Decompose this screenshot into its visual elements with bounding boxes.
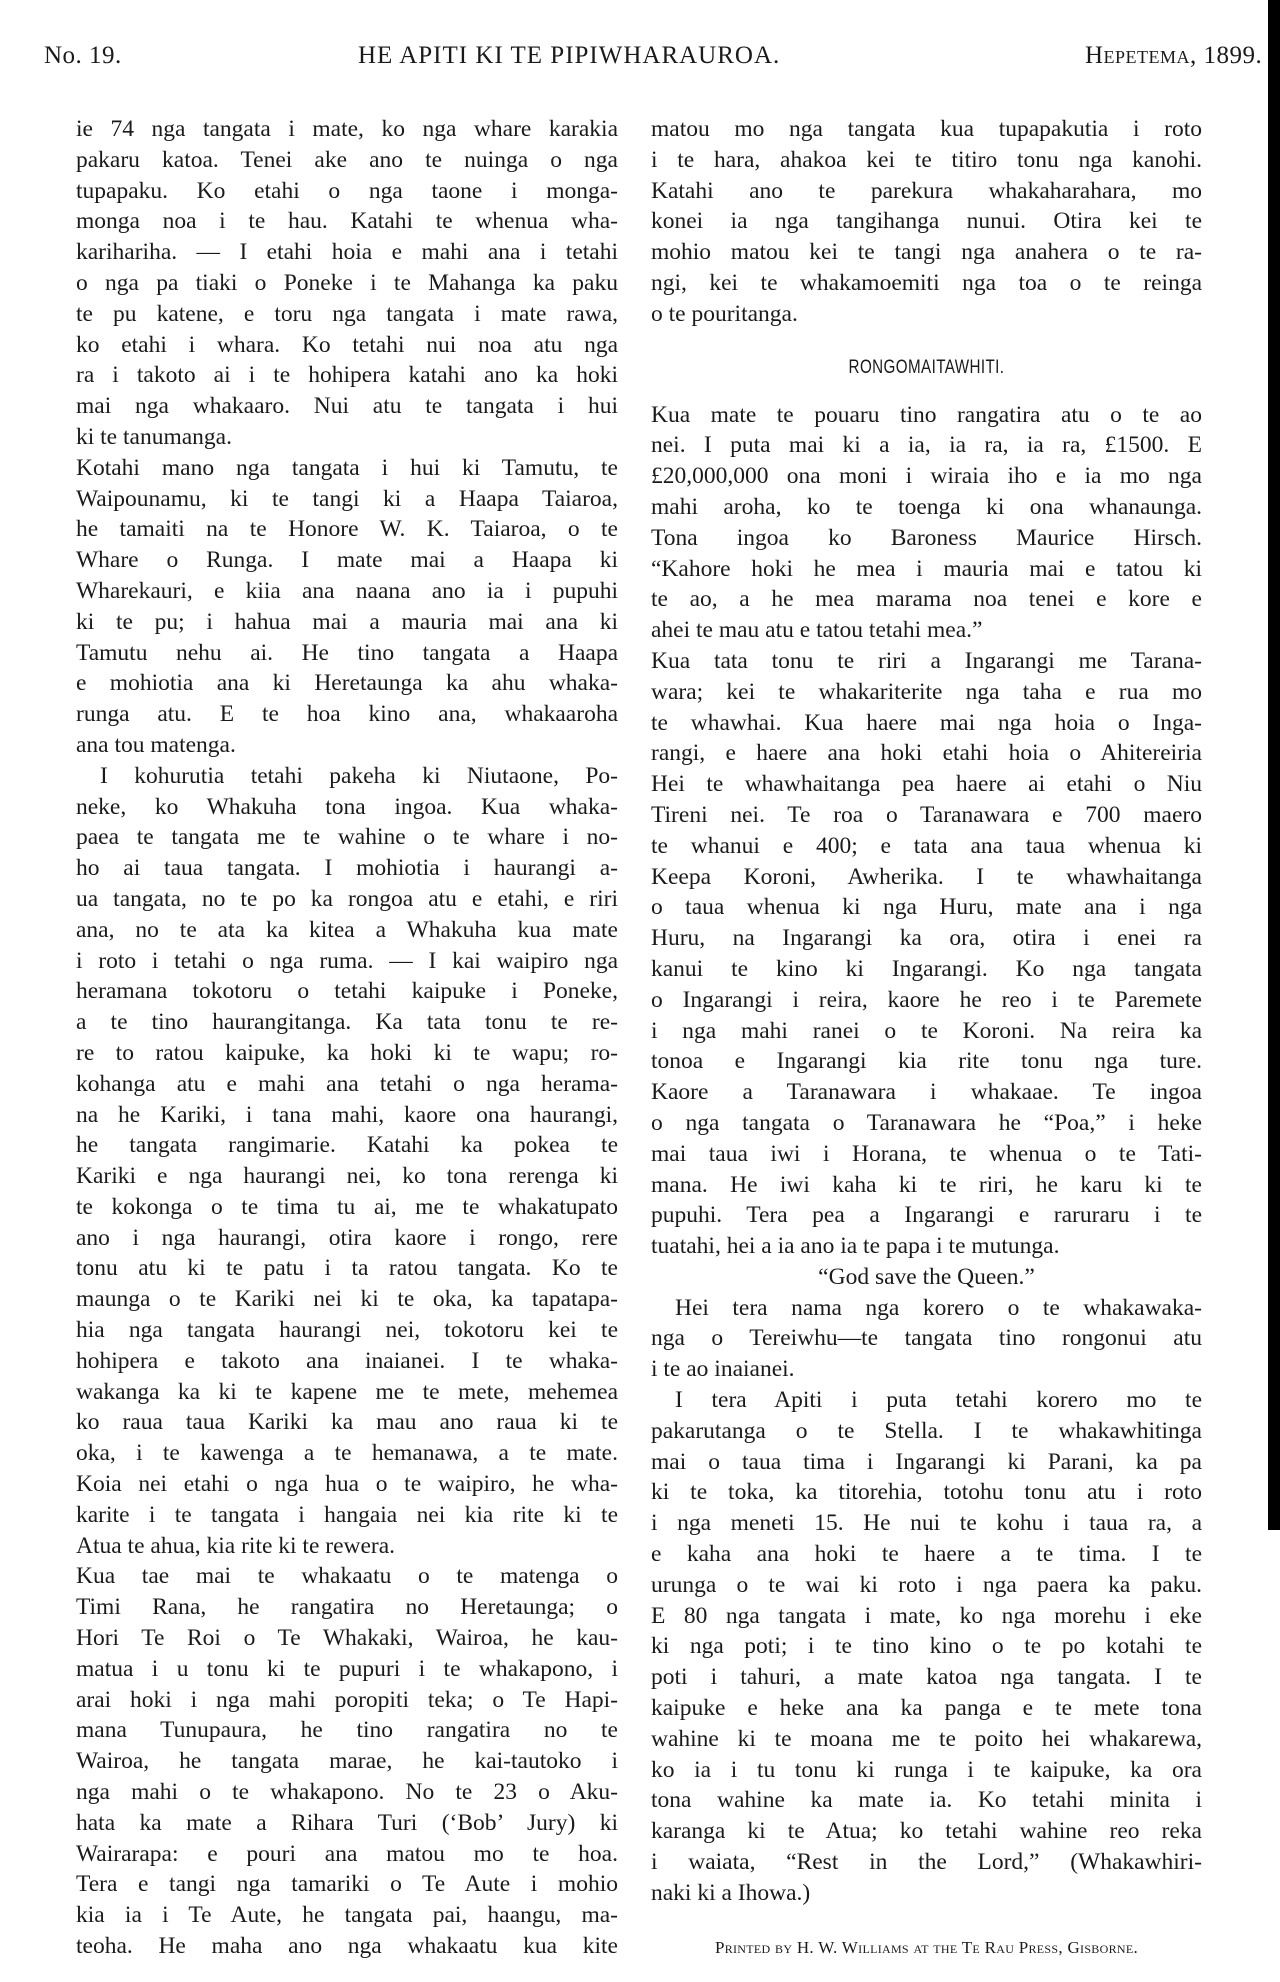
text-line: I kohurutia tetahi pakeha ki Niutaone, Po- bbox=[100, 762, 618, 789]
text-line: te whawhai. Kua haere mai nga hoia o Inga- bbox=[651, 709, 1202, 736]
paragraph bbox=[651, 1385, 1202, 1909]
text-line: teoha. He maha ano nga whakaatu kua kite bbox=[76, 1933, 618, 1960]
text-line: mai taua iwi i Horana, te whenua o te Tati- bbox=[651, 1140, 1202, 1167]
text-line: tonoa e Ingarangi kia rite tonu nga ture. bbox=[651, 1048, 1202, 1075]
text-line: ngi, kei te whakamoemiti nga toa o te reinga bbox=[651, 269, 1202, 296]
text-line: ki te pu; i hahua mai a mauria mai ana ki bbox=[76, 608, 618, 635]
text-line: he tangata rangimarie. Katahi ka pokea te bbox=[76, 1132, 618, 1159]
text-line: te ao, a he mea marama noa tenei e kore e bbox=[651, 586, 1202, 613]
text-line: kia ia i Te Aute, he tangata pai, haangu, ma- bbox=[76, 1902, 618, 1929]
text-line: Tireni nei. Te roa o Taranawara e 700 maero bbox=[651, 801, 1202, 828]
text-line: nga o Tereiwhu—te tangata tino rongonui atu bbox=[651, 1325, 1202, 1352]
text-line: ie 74 nga tangata i mate, ko nga whare karakia bbox=[76, 116, 618, 142]
text-line: maunga o te Kariki nei ki te oka, ka tapatapa- bbox=[76, 1286, 618, 1313]
text-line: te pu katene, e toru nga tangata i mate rawa, bbox=[76, 300, 618, 327]
text-line: Timi Rana, he rangatira no Heretaunga; o bbox=[76, 1594, 618, 1621]
paragraph bbox=[76, 761, 618, 1562]
text-line: ko etahi i whara. Ko tetahi nui noa atu nga bbox=[76, 331, 618, 358]
text-line: ki te toka, ka titorehia, totohu tonu atu i roto bbox=[651, 1479, 1202, 1506]
text-line: naki ki a Ihowa.) bbox=[651, 1879, 811, 1906]
text-line: i nga meneti 15. He nui te kohu i taua ra, a bbox=[651, 1510, 1202, 1537]
text-line: i waiata, “Rest in the Lord,” (Whakawhiri- bbox=[651, 1849, 1202, 1876]
text-line: Keepa Koroni, Awherika. I te whawhaitanga bbox=[651, 863, 1202, 890]
text-line: matou mo nga tangata kua tupapakutia i roto bbox=[651, 116, 1202, 142]
text-line: tonu atu ki te patu i ta ratou tangata. Ko te bbox=[76, 1255, 618, 1282]
text-line: pakarutanga o te Stella. I te whakawhitinga bbox=[651, 1417, 1202, 1444]
paragraph bbox=[76, 453, 618, 761]
text-line: he tamaiti na te Honore W. K. Taiaroa, o te bbox=[76, 516, 618, 543]
text-line: monga noa i te hau. Katahi te whenua wha- bbox=[76, 208, 618, 235]
text-line: Katahi ano te parekura whakaharahara, mo bbox=[651, 177, 1202, 204]
text-line: arai hoki i nga mahi poropiti teka; o Te Hapi- bbox=[76, 1686, 618, 1713]
scan-edge-bar bbox=[1268, 0, 1280, 1530]
text-line: e kaha ana hoki te haere a te tima. I te bbox=[651, 1541, 1202, 1568]
text-line: kaipuke e heke ana ka panga e te mete tona bbox=[651, 1695, 1202, 1722]
text-line: i te hara, ahakoa kei te titiro tonu nga kanohi. bbox=[651, 146, 1202, 173]
text-line: na he Kariki, i tana mahi, kaore ona haurangi, bbox=[76, 1101, 618, 1128]
paragraph bbox=[76, 1561, 618, 1961]
text-line: matua i u tonu ki te pupuri i te whakapono, i bbox=[76, 1655, 618, 1682]
text-line: Waipounamu, ki te tangi ki a Haapa Taiaroa, bbox=[76, 485, 618, 512]
text-line: nga mahi o te whakapono. No te 23 o Aku- bbox=[76, 1779, 618, 1806]
text-line: pakaru katoa. Tenei ake ano te nuinga o nga bbox=[76, 146, 618, 173]
text-line: Tera e tangi nga tamariki o Te Aute i mohio bbox=[76, 1871, 618, 1898]
text-line: ana, no te ata ka kitea a Whakuha kua mate bbox=[76, 916, 618, 943]
text-line: heramana tokotoru o tetahi kaipuke i Poneke, bbox=[76, 978, 618, 1005]
text-line: ko raua taua Kariki ka mau ano raua ki te bbox=[76, 1409, 618, 1436]
text-line: Wairoa, he tangata marae, he kai-tautoko i bbox=[76, 1748, 618, 1775]
text-line: Kotahi mano nga tangata i hui ki Tamutu, te bbox=[76, 454, 618, 481]
paragraph bbox=[651, 400, 1202, 646]
paragraph bbox=[651, 646, 1202, 1262]
text-line: karanga ki te Atua; ko tetahi wahine reo reka bbox=[651, 1818, 1202, 1845]
text-line: a te tino haurangitanga. Ka tata tonu te re- bbox=[76, 1009, 618, 1036]
left-column bbox=[76, 114, 618, 1962]
printer-imprint: Printed by H. W. Williams at the Te Rau Press, Gisborne. bbox=[714, 1938, 1139, 1957]
text-line: karihariha. — I etahi hoia e mahi ana i tetahi bbox=[76, 239, 618, 266]
text-line: runga atu. E te hoa kino ana, whakaaroha bbox=[76, 701, 618, 728]
text-line: ki te tanumanga. bbox=[76, 423, 232, 450]
text-line: tona wahine ka mate ia. Ko tetahi minita i bbox=[651, 1787, 1202, 1814]
text-line: mai o taua tima i Ingarangi ki Parani, ka pa bbox=[651, 1448, 1202, 1475]
text-line: Hei tera nama nga korero o te whakawaka- bbox=[675, 1294, 1202, 1321]
text-line: i roto i tetahi o nga ruma. — I kai waipiro nga bbox=[76, 947, 618, 974]
text-line: I tera Apiti i puta tetahi korero mo te bbox=[675, 1387, 1202, 1414]
text-line: o nga pa tiaki o Poneke i te Mahanga ka paku bbox=[76, 269, 618, 296]
text-line: ko ia i tu tonu ki runga i te kaipuke, ka ora bbox=[651, 1756, 1202, 1783]
text-line: hia nga tangata haurangi nei, tokotoru kei te bbox=[76, 1317, 618, 1344]
text-line: urunga o te wai ki roto i nga paera ka paku. bbox=[651, 1571, 1202, 1598]
text-line: Wharekauri, e kiia ana naana ano ia i pupuhi bbox=[76, 577, 618, 604]
text-line: o Ingarangi i reira, kaore he reo i te Paremete bbox=[651, 986, 1202, 1013]
text-line: ua tangata, no te po ka rongoa atu e etahi, e riri bbox=[76, 885, 618, 912]
issue-number: No. 19. bbox=[44, 42, 122, 69]
paragraph bbox=[76, 114, 618, 453]
text-line: mahi aroha, ko te toenga ki ona whanaunga. bbox=[651, 493, 1202, 520]
text-line: re to ratou kaipuke, ka hoki ki te wapu; ro- bbox=[76, 1039, 618, 1066]
text-line: o te pouritanga. bbox=[651, 300, 798, 327]
issue-date: Hepetema, 1899. bbox=[1085, 42, 1263, 69]
text-line: ra i takoto ai i te hohipera katahi ano ka hoki bbox=[76, 362, 618, 389]
text-line: ano i nga haurangi, otira kaore i rongo, rere bbox=[76, 1224, 618, 1251]
text-line: Kaore a Taranawara i whakaae. Te ingoa bbox=[651, 1079, 1202, 1106]
text-line: o nga tangata o Taranawara he “Poa,” i heke bbox=[651, 1109, 1202, 1136]
paragraph bbox=[651, 1293, 1202, 1385]
text-line: kanui te kino ki Ingarangi. Ko nga tangata bbox=[651, 955, 1202, 982]
text-line: i te ao inaianei. bbox=[651, 1356, 795, 1383]
text-line: rangi, e haere ana hoki etahi hoia o Ahitereiria bbox=[651, 740, 1202, 767]
text-line: mai nga whakaaro. Nui atu te tangata i hui bbox=[76, 393, 618, 420]
text-line: Hei te whawhaitanga pea haere ai etahi o Niu bbox=[651, 771, 1202, 798]
text-line: o taua whenua ki nga Huru, mate ana i nga bbox=[651, 894, 1202, 921]
text-line: E 80 nga tangata i mate, ko nga morehu i eke bbox=[651, 1602, 1202, 1629]
text-line: hata ka mate a Rihara Turi (‘Bob’ Jury) ki bbox=[76, 1809, 618, 1836]
text-line: ana tou matenga. bbox=[76, 731, 236, 758]
text-line: pupuhi. Tera pea a Ingarangi e raruraru i te bbox=[651, 1202, 1202, 1229]
text-line: wara; kei te whakariterite nga taha e rua mo bbox=[651, 678, 1202, 705]
right-column bbox=[651, 114, 1202, 1909]
text-line: wakanga ka ki te kapene me te mete, mehemea bbox=[76, 1378, 618, 1405]
text-line: tuatahi, hei a ia ano ia te papa i te mutunga. bbox=[651, 1233, 1060, 1260]
text-line: £20,000,000 ona moni i wiraia iho e ia mo nga bbox=[651, 463, 1202, 490]
text-line: Koia nei etahi o nga hua o te waipiro, he wha- bbox=[76, 1471, 618, 1498]
text-line: Kua tata tonu te riri a Ingarangi me Tarana- bbox=[651, 647, 1202, 674]
text-line: i nga mahi ranei o te Koroni. Na reira ka bbox=[651, 1017, 1202, 1044]
centered-line: “God save the Queen.” bbox=[818, 1263, 1035, 1290]
text-line: Kua tae mai te whakaatu o te matenga o bbox=[76, 1563, 618, 1590]
text-line: Wairarapa: e pouri ana matou mo te hoa. bbox=[76, 1840, 618, 1867]
text-line: wahine ki te moana me te poito hei whakarewa, bbox=[651, 1725, 1202, 1752]
text-line: ki nga poti; i te tino kino o te po kotahi te bbox=[651, 1633, 1202, 1660]
text-line: karite i te tangata i hangaia nei kia rite ki te bbox=[76, 1501, 618, 1528]
text-line: neke, ko Whakuha tona ingoa. Kua whaka- bbox=[76, 793, 618, 820]
text-line: Tona ingoa ko Baroness Maurice Hirsch. bbox=[651, 524, 1202, 551]
text-line: te kokonga o te tima tu ai, me te whakatupato bbox=[76, 1193, 618, 1220]
text-line: hohipera e takoto ana inaianei. I te whaka- bbox=[76, 1347, 618, 1374]
section-heading: RONGOMAITAWHITI. bbox=[848, 356, 1005, 378]
text-line: Hori Te Roi o Te Whakaki, Wairoa, he kau- bbox=[76, 1625, 618, 1652]
text-line: mohio matou kei te tangi nga anahera o te ra- bbox=[651, 239, 1202, 266]
text-line: mana. He iwi kaha ki te riri, he karu ki te bbox=[651, 1171, 1202, 1198]
page-title: HE APITI KI TE PIPIWHARAUROA. bbox=[358, 42, 781, 69]
text-line: tupapaku. Ko etahi o nga taone i monga- bbox=[76, 177, 618, 204]
text-line: Tamutu nehu ai. He tino tangata a Haapa bbox=[76, 639, 618, 666]
text-line: “Kahore hoki he mea i mauria mai e tatou ki bbox=[651, 555, 1202, 582]
text-line: te whanui e 400; e tata ana taua whenua ki bbox=[651, 832, 1202, 859]
text-line: Huru, na Ingarangi ka ora, otira i enei ra bbox=[651, 925, 1202, 952]
text-line: oka, i te kawenga a te hemanawa, a te mate. bbox=[76, 1440, 618, 1467]
text-line: paea te tangata me te wahine o te whare i no- bbox=[76, 824, 618, 851]
text-line: Atua te ahua, kia rite ki te rewera. bbox=[76, 1532, 396, 1559]
text-line: e mohiotia ana ki Heretaunga ka ahu whaka- bbox=[76, 670, 618, 697]
text-line: Kariki e nga haurangi nei, ko tona rerenga ki bbox=[76, 1163, 618, 1190]
text-line: konei ia nga tangihanga nunui. Otira kei te bbox=[651, 208, 1202, 235]
text-line: Kua mate te pouaru tino rangatira atu o te ao bbox=[651, 401, 1202, 428]
text-line: Whare o Runga. I mate mai a Haapa ki bbox=[76, 547, 618, 574]
text-line: poti i tahuri, a mate katoa nga tangata. I te bbox=[651, 1664, 1202, 1691]
text-line: kohanga atu e mahi ana tetahi o nga herama- bbox=[76, 1070, 618, 1097]
text-line: mana Tunupaura, he tino rangatira no te bbox=[76, 1717, 618, 1744]
text-line: ho ai taua tangata. I mohiotia i haurangi a- bbox=[76, 855, 618, 882]
text-line: ahei te mau atu e tatou tetahi mea.” bbox=[651, 617, 983, 644]
text-line: nei. I puta mai ki a ia, ia ra, ia ra, £1500. E bbox=[651, 432, 1202, 459]
paragraph bbox=[651, 114, 1202, 330]
